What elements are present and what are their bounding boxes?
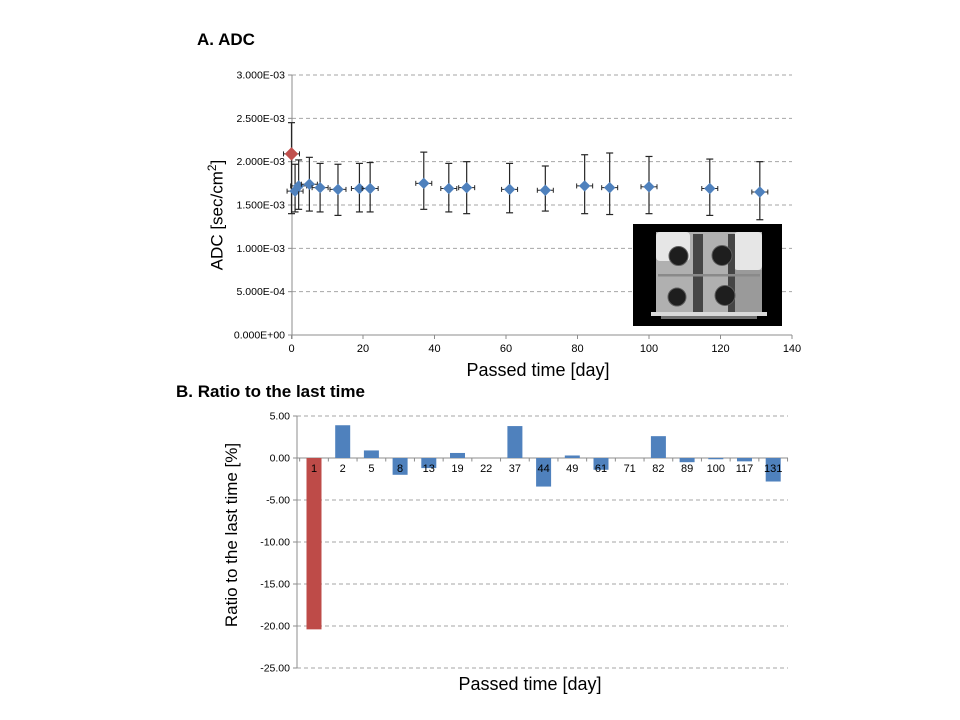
y-tick-label: -25.00 <box>260 662 290 675</box>
phantom-circle-4 <box>715 286 735 306</box>
bar <box>737 458 752 461</box>
bar <box>565 455 580 458</box>
marker-diamond <box>605 183 615 193</box>
ratio-chart <box>260 411 788 675</box>
bar <box>680 458 695 462</box>
x-tick-label: 20 <box>356 343 370 355</box>
category-label: 117 <box>735 463 754 475</box>
x-tick-label: 120 <box>711 343 730 355</box>
y-tick-label: -5.00 <box>266 494 290 507</box>
marker-diamond <box>580 181 590 191</box>
y-tick-label: -10.00 <box>260 536 290 549</box>
chart-b-title: B. Ratio to the last time <box>176 382 365 401</box>
phantom-bright-top-right <box>734 232 762 270</box>
x-tick-label: 60 <box>499 343 513 355</box>
y-tick-label: 2.000E-03 <box>236 156 285 169</box>
category-label: 19 <box>451 463 464 475</box>
chart-a-y-axis-title <box>205 105 227 325</box>
y-tick-label: 1.500E-03 <box>236 199 285 212</box>
marker-diamond <box>333 184 343 194</box>
y-tick-label: 0.00 <box>269 452 290 465</box>
category-label: 2 <box>339 463 346 475</box>
y-tick-label: -20.00 <box>260 620 290 633</box>
bar <box>450 453 465 458</box>
y-tick-label: 5.000E-04 <box>236 286 285 299</box>
y-tick-label: 5.00 <box>269 410 290 423</box>
marker-diamond <box>644 182 654 192</box>
marker-diamond <box>505 184 515 194</box>
category-label: 61 <box>594 463 608 475</box>
data-point <box>752 162 768 220</box>
phantom-dark-strip-left <box>693 234 703 312</box>
data-point <box>459 162 475 214</box>
category-label: 37 <box>508 463 522 475</box>
chart-b-y-axis-title: Ratio to the last time [%] <box>222 442 241 628</box>
marker-diamond <box>705 184 715 194</box>
chart-a-y-axis-title-superscript: 2 <box>205 164 219 172</box>
x-tick-label: 0 <box>288 343 295 355</box>
category-label: 71 <box>623 463 636 475</box>
phantom-stand-shadow <box>661 316 757 319</box>
category-label: 82 <box>652 463 665 475</box>
phantom-circle-1 <box>669 247 688 266</box>
marker-diamond <box>540 185 550 195</box>
data-point <box>702 159 718 215</box>
marker-diamond <box>419 178 429 188</box>
y-tick-label: 0.000E+00 <box>233 329 285 342</box>
phantom-circle-3 <box>668 288 686 306</box>
data-point <box>416 152 432 209</box>
chart-b-x-axis-title: Passed time [day] <box>458 674 602 694</box>
chart-a-title: A. ADC <box>197 30 255 49</box>
category-label: 1 <box>310 463 318 475</box>
x-tick-label: 140 <box>782 343 802 355</box>
data-point <box>284 123 300 214</box>
category-label: 89 <box>680 463 694 475</box>
mri-phantom-image <box>633 224 782 326</box>
bar <box>364 450 379 458</box>
category-label: 5 <box>368 463 375 475</box>
x-tick-label: 40 <box>428 343 441 355</box>
adc-chart <box>234 70 801 356</box>
category-label: 131 <box>764 463 783 475</box>
marker-diamond <box>286 148 298 160</box>
bar <box>708 458 723 459</box>
bar <box>335 425 350 458</box>
y-tick-label: 3.000E-03 <box>236 69 285 82</box>
bar <box>507 426 522 458</box>
data-point <box>301 157 317 211</box>
chart-a-y-axis-title-suffix: ] <box>207 159 227 165</box>
marker-diamond <box>755 187 765 197</box>
category-label: 13 <box>422 463 435 475</box>
bar <box>651 436 666 458</box>
phantom-stand <box>651 312 767 316</box>
category-label: 8 <box>397 463 404 475</box>
y-tick-label: 1.000E-03 <box>236 242 285 255</box>
chart-a-y-axis-title-text: ADC [sec/cm <box>207 171 227 271</box>
data-point <box>537 166 553 211</box>
y-tick-label: 2.500E-03 <box>236 112 285 125</box>
category-label: 100 <box>706 463 725 475</box>
y-tick-label: -15.00 <box>260 578 290 591</box>
marker-diamond <box>365 184 375 194</box>
marker-diamond <box>444 184 454 194</box>
chart-a-x-axis-title: Passed time [day] <box>466 360 610 380</box>
category-label: 22 <box>480 463 493 475</box>
x-tick-label: 80 <box>571 343 584 355</box>
phantom-circle-2 <box>712 246 732 266</box>
category-label: 44 <box>537 463 550 475</box>
x-tick-label: 100 <box>639 343 659 355</box>
category-label: 49 <box>566 463 579 475</box>
phantom-seam <box>658 274 760 277</box>
marker-diamond <box>462 183 472 193</box>
bar <box>307 458 322 629</box>
data-point <box>330 164 346 215</box>
